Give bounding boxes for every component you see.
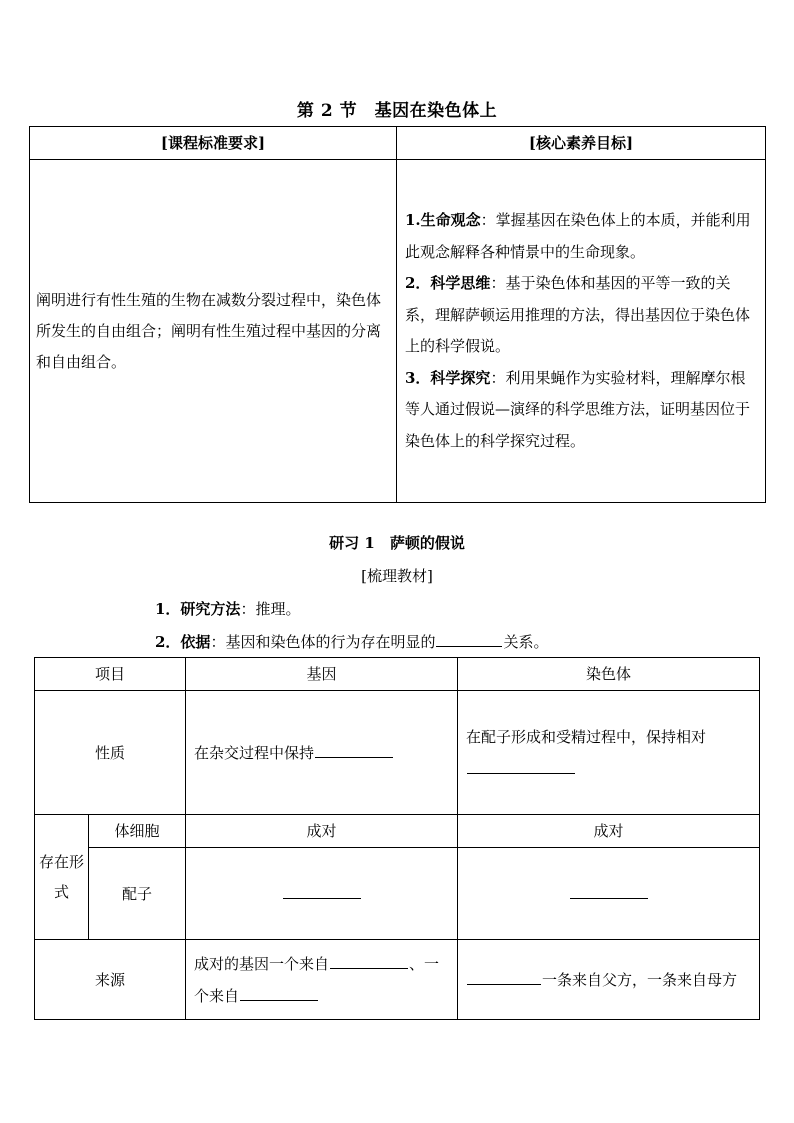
basis-blank[interactable]	[436, 628, 502, 647]
nature-chromosome-cell	[458, 691, 760, 815]
gamete-label: 配子	[89, 848, 186, 940]
gamete-gene-blank[interactable]	[283, 880, 361, 899]
source-gene-text-before: 成对的基因一个来自	[194, 954, 330, 973]
section-title: 研习 1 萨顿的假说	[329, 534, 465, 552]
gamete-chromosome-cell	[458, 848, 760, 940]
source-gene-blank-2[interactable]	[240, 982, 318, 1001]
somatic-label: 体细胞	[89, 815, 186, 848]
gamete-chromosome-blank[interactable]	[570, 880, 648, 899]
page-title: 第 2 节 基因在染色体上	[296, 101, 498, 121]
nature-label: 性质	[35, 691, 186, 815]
basis-text-after: 关系。	[503, 633, 549, 651]
gene-chromosome-table	[34, 657, 760, 1020]
goal-item	[405, 363, 759, 458]
goal-label: 2．科学思维	[405, 274, 491, 292]
somatic-chromosome: 成对	[458, 815, 760, 848]
existence-label: 存在形式	[35, 815, 89, 940]
core-literacy-goals	[397, 160, 766, 503]
standards-table	[29, 126, 766, 503]
goal-label: 3．科学探究	[405, 368, 491, 387]
nature-gene-text: 在杂交过程中保持	[194, 743, 315, 762]
source-gene-cell	[186, 940, 458, 1020]
research-method-text: ：推理。	[240, 600, 301, 618]
source-gene-blank-1[interactable]	[330, 950, 408, 969]
standards-header-right: [核心素养目标]	[397, 127, 766, 160]
header-chromosome: 染色体	[458, 658, 760, 691]
gamete-gene-cell	[186, 848, 458, 940]
source-chromosome-blank[interactable]	[467, 966, 541, 985]
goal-text: ：基于染色体和基因的平等一致的关系，理解萨顿运用推理的方法，得出基因位于染色体上的科学假说。	[405, 274, 751, 355]
nature-gene-cell	[186, 691, 458, 815]
header-item: 项目	[35, 658, 186, 691]
header-gene: 基因	[186, 658, 458, 691]
goal-item	[405, 205, 759, 268]
nature-gene-blank[interactable]	[315, 739, 393, 758]
goal-label: 1.生命观念	[405, 211, 481, 229]
goal-text: ：利用果蝇作为实验材料，理解摩尔根等人通过假说—演绎的科学思维方法，证明基因位于染色体上的科学探究过程。	[405, 368, 751, 450]
nature-chromosome-blank[interactable]	[467, 755, 575, 774]
section-subtitle: [梳理教材]	[361, 567, 433, 585]
somatic-gene: 成对	[186, 815, 458, 848]
source-chromosome-text: 一条来自父方，一条来自母方	[542, 970, 738, 989]
course-standard-text: 阐明进行有性生殖的生物在减数分裂过程中，染色体所发生的自由组合；阐明有性生殖过程中基因的分离和自由组合。	[30, 160, 397, 503]
goal-text: ：掌握基因在染色体上的本质，并能利用此观念解释各种情景中的生命现象。	[405, 211, 751, 261]
source-chromosome-cell	[458, 940, 760, 1020]
basis-text-before: ：基因和染色体的行为存在明显的	[210, 633, 436, 651]
research-method-label: 1．研究方法	[155, 600, 241, 618]
goal-item	[405, 268, 759, 363]
standards-header-left: [课程标准要求]	[30, 127, 397, 160]
source-label: 来源	[35, 940, 186, 1020]
nature-chromosome-text: 在配子形成和受精过程中，保持相对	[466, 727, 707, 746]
source-gene-text-mid: 、一个来自	[194, 954, 440, 1005]
basis-label: 2．依据	[155, 633, 211, 651]
research-method-line	[155, 598, 300, 619]
basis-line	[155, 628, 548, 652]
